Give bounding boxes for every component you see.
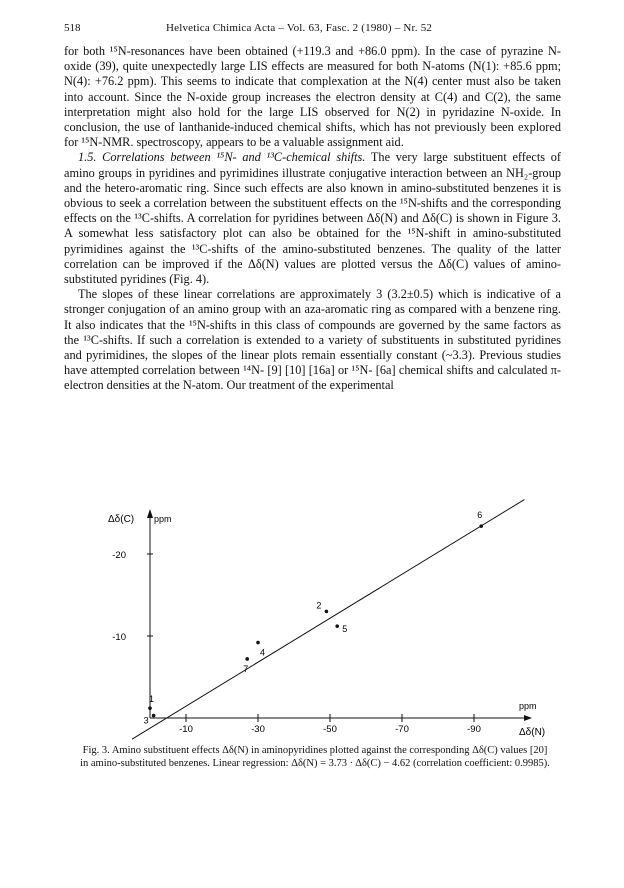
x-tick-label: -50 — [323, 724, 337, 735]
point-label-7: 7 — [243, 663, 249, 674]
chart-ticks — [112, 550, 481, 735]
data-point-1 — [148, 706, 152, 710]
x-axis-arrow — [524, 715, 532, 721]
section-heading: 1.5. Correlations between ¹⁵N- and ¹³C-chemical shifts. — [78, 150, 366, 165]
point-label-1: 1 — [149, 694, 155, 705]
x-tick-label: -90 — [467, 724, 481, 735]
regression-line — [132, 500, 524, 740]
data-point-4 — [256, 641, 260, 645]
paragraph-2 — [64, 150, 561, 287]
paragraph-3: The slopes of these linear correlations are approximately 3 (3.2±0.5) which is indicative of a stronger conjugation of an amino group with an aza-aromatic ring as compared with a benzene ring. It also indicates that the ¹⁵N-shifts in this class of compounds are governed by the same factors as the ¹³C-shifts. If such a correlation is extended to a variety of substituents in substituted pyridines and pyrimidines, the slopes of the linear plots remain essentially constant (~3.3). Previous studies have attempted correlation between ¹⁴N- [9] [10] [16a] or ¹⁵N- [6a] chemical shifts and calculated π-electron densities at the N-atom. Our treatment of the experimental — [64, 287, 561, 393]
paragraph-2-text: The very large substituent effects of amino groups in pyridines and pyrimidines illustrate conjugative interaction between an NH₂-group and the hetero-aromatic ring. Since such effects are also known in amino-substituted benzenes it is obvious to seek a correlation between the substituent effects on the ¹⁵N-shifts and the corresponding effects on the ¹³C-shifts. A correlation for pyridines between Δδ(N) and Δδ(C) is shown in Figure 3. A somewhat less satisfactory plot can also be obtained for the ¹⁵N-shift in amino-substituted pyrimidines against the ¹³C-shifts of the amino-substituted benzenes. The quality of the latter correlation can be improved if the Δδ(N) values are plotted versus the Δδ(C) values of amino-substituted pyridines (Fig. 4). — [64, 150, 562, 287]
point-label-6: 6 — [477, 510, 483, 521]
page-number: 518 — [64, 22, 81, 34]
chart-axes — [147, 509, 532, 721]
y-tick-label: -20 — [112, 550, 126, 561]
y-unit-label: ppm — [154, 514, 172, 524]
figure-caption: Fig. 3. Amino substituent effects Δδ(N) in aminopyridines plotted against the corresponding Δδ(C) values [20] in amino-substituted benzenes. Linear regression: Δδ(N) = 3.73 · Δδ(C) − 4.62 (correlation coefficient: 0.9985). — [80, 745, 550, 769]
data-points — [144, 510, 483, 725]
y-axis-arrow — [147, 509, 153, 518]
data-point-3 — [152, 714, 156, 718]
regression-line-path — [132, 500, 524, 740]
paragraph-1: for both ¹⁵N-resonances have been obtained (+119.3 and +86.0 ppm). In the case of pyrazine N-oxide (39), quite unexpectedly large LIS effects are measured for both N-atoms (N(1): +85.6 ppm; N(4): +76.2 ppm). This seems to indicate that complexation at the N(4) center must also be taken into account. Since the N-oxide group increases the electron density at C(4) and C(2), the same interpretation might also hold for the large LIS observed for N(2) in pyridazine N-oxide. In conclusion, the use of lanthanide-induced chemical shifts, which has not previously been explored for ¹⁵N-NMR. spectroscopy, appears to be a valuable assignment aid. — [64, 44, 561, 150]
y-axis-label: Δδ(C) — [108, 514, 135, 525]
data-point-7 — [245, 657, 249, 661]
x-tick-label: -70 — [395, 724, 409, 735]
point-label-4: 4 — [260, 647, 266, 658]
x-unit-label: ppm — [519, 701, 537, 711]
body-text — [64, 44, 561, 394]
x-axis-label: Δδ(N) — [519, 727, 546, 738]
x-tick-label: -30 — [251, 724, 265, 735]
y-tick-label: -10 — [112, 632, 126, 643]
x-tick-label: -10 — [179, 724, 193, 735]
data-point-2 — [325, 610, 329, 614]
data-point-5 — [335, 624, 339, 628]
point-label-5: 5 — [342, 624, 348, 635]
journal-title: Helvetica Chimica Acta – Vol. 63, Fasc. 2 (1980) – Nr. 52 — [166, 22, 433, 34]
point-label-2: 2 — [316, 600, 322, 611]
figure-3-chart — [64, 492, 564, 742]
point-label-3: 3 — [143, 715, 149, 726]
data-point-6 — [479, 524, 483, 528]
